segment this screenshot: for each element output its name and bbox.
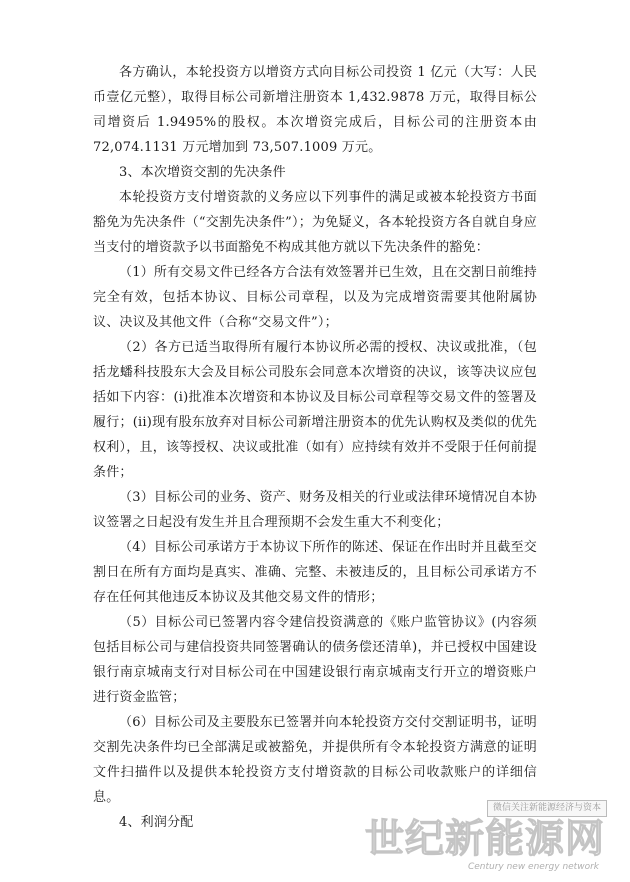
condition-item-1: （1）所有交易文件已经各方合法有效签署并已生效，且在交割日前维持完全有效，包括本协议、目标公司章程，以及为完成增资需要其他附属协议、决议及其他文件（合称“交易文件”）；: [93, 265, 537, 330]
watermark-subtitle: Century new energy network: [467, 862, 599, 872]
condition-item-2: （2）各方已适当取得所有履行本协议所必需的授权、决议或批准，（包括龙蟠科技股东大会及目标公司股东会同意本次增资的决议，该等决议应包括如下内容：(i)批准本次增资和本协议及目标公司章程等交易文件的签署及履行；(ii)现有股东放弃对目标公司新增注册资本的优先认购权及类似的优先权利），且，该等授权、决议或批准（如有）应持续有效并不受限于任何前提条件；: [93, 340, 537, 480]
condition-item-6: （6）目标公司及主要股东已签署并向本轮投资方交付交割证明书，证明交割先决条件均已全部满足或被豁免，并提供所有令本轮投资方满意的证明文件扫描件以及提供本轮投资方支付增资款的目标公司收款账户的详细信息。: [93, 715, 537, 805]
paragraph-conditions-intro: 本轮投资方支付增资款的义务应以下列事件的满足或被本轮投资方书面豁免为先决条件（“交割先决条件”）；为免疑义，各本轮投资方各自就自身应当支付的增资款予以书面豁免不构成其他方就以下先决条件的豁免：: [93, 190, 537, 255]
watermark: [364, 800, 615, 878]
condition-item-3: （3）目标公司的业务、资产、财务及相关的行业或法律环境情况自本协议签署之日起没有发生并且合理预期不会发生重大不利变化；: [93, 490, 537, 530]
condition-item-4: （4）目标公司承诺方于本协议下所作的陈述、保证在作出时并且截至交割日在所有方面均是真实、准确、完整、未被违反的，且目标公司承诺方不存在任何其他违反本协议及其他交易文件的情形；: [93, 540, 537, 605]
watermark-logo-text: 世纪新能源网: [364, 817, 605, 862]
condition-item-5: （5）目标公司已签署内容令建信投资满意的《账户监管协议》(内容须包括目标公司与建信投资共同签署确认的债务偿还清单)，并已授权中国建设银行南京城南支行对目标公司在中国建设银行南京城南支行开立的增资账户进行资金监管；: [93, 615, 537, 705]
section-heading-closing-conditions: 3、本次增资交割的先决条件: [119, 165, 286, 180]
watermark-badge: 微信关注新能源经济与资本: [487, 800, 607, 817]
section-heading-profit-distribution: 4、利润分配: [119, 815, 194, 830]
paragraph-investment-confirmation: 各方确认，本轮投资方以增资方式向目标公司投资 1 亿元（大写：人民币壹亿元整），取得目标公司新增注册资本 1,432.9878 万元，取得目标公司增资后 1.9495%的股权。本次增资完成后，目标公司的注册资本由 72,074.1131 万元增加到 73,507.1009 万元。: [93, 65, 537, 155]
document-body: [93, 60, 537, 835]
